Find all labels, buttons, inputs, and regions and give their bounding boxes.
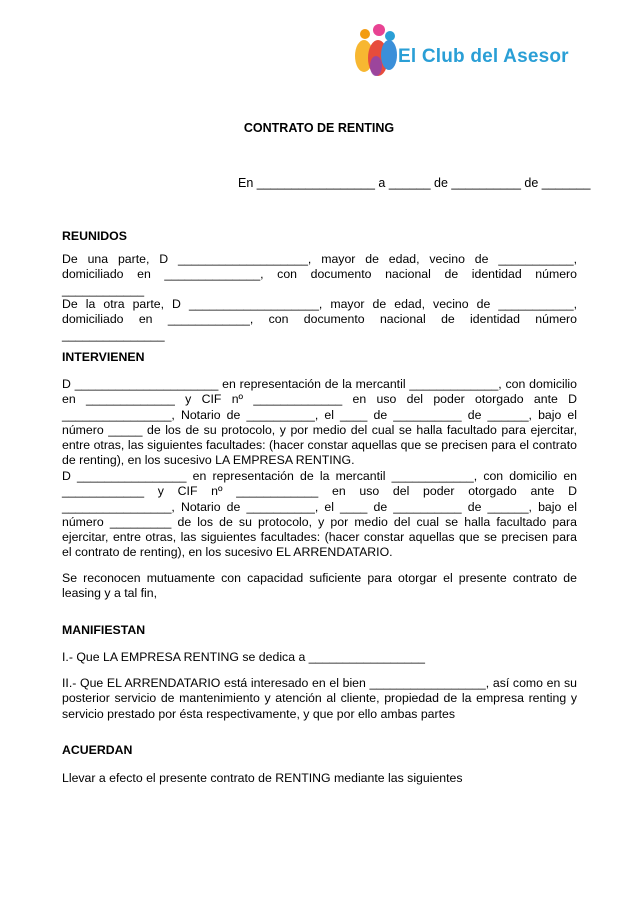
heading-acuerdan: ACUERDAN [62, 743, 133, 757]
people-figures-logo-icon [352, 22, 400, 82]
reunidos-paragraph-1: De una parte, D ___________________, mayor de edad, vecino de ___________, domiciliado en ______________, con documento nacional de identidad número ____________ [62, 252, 577, 297]
intervienen-paragraph-3: Se reconocen mutuamente con capacidad suficiente para otorgar el presente contrato de leasing y a tal fin, [62, 571, 577, 601]
logo-text: El Club del Asesor [398, 46, 569, 67]
heading-manifiestan: MANIFIESTAN [62, 623, 146, 637]
intervienen-paragraph-1: D _____________________ en representación de la mercantil _____________, con domicilio en _____________ y CIF nº _____________ en uso del poder otorgado ante D ________________, Notario de __________, el ____ de __________ de ______, bajo el número _____ de los de su protocolo, y por medio del cual se halla facultado para ejercitar, entre otras, las siguientes facultades: (hacer constar aquellas que se precisen para el contrato de renting), en los sucesivo LA EMPRESA RENTING. [62, 377, 577, 468]
manifiestan-paragraph-2: II.- Que EL ARRENDATARIO está interesado en el bien _________________, así como en su posterior servicio de mantenimiento y atención al cliente, propiedad de la empresa renting y servicio prestado por ésta respectivamente, y que por ello ambas partes [62, 676, 577, 721]
club-del-asesor-logo [352, 22, 582, 82]
document-title: CONTRATO DE RENTING [243, 121, 395, 135]
acuerdan-paragraph-1: Llevar a efecto el presente contrato de RENTING mediante las siguientes [62, 771, 463, 785]
manifiestan-paragraph-1: I.- Que LA EMPRESA RENTING se dedica a _________________ [62, 650, 425, 664]
reunidos-paragraph-2: De la otra parte, D ___________________, mayor de edad, vecino de ___________, domiciliado en ____________, con documento nacional de identidad número _______________ [62, 297, 577, 342]
heading-intervienen: INTERVIENEN [62, 350, 145, 364]
intervienen-paragraph-2: D ________________ en representación de la mercantil ____________, con domicilio en ____________ y CIF nº ____________ en uso del poder otorgado ante D ________________, Notario de __________, el ____ de __________ de ______, bajo el número _________ de los de su protocolo, y por medio del cual se halla facultado para ejercitar, entre otras, las siguientes facultades: (hacer constar aquellas que se precisen para el contrato de renting), en los sucesivo EL ARRENDATARIO. [62, 469, 577, 560]
date-line: En _________________ a ______ de __________ de _______ [238, 176, 591, 190]
heading-reunidos: REUNIDOS [62, 229, 127, 243]
